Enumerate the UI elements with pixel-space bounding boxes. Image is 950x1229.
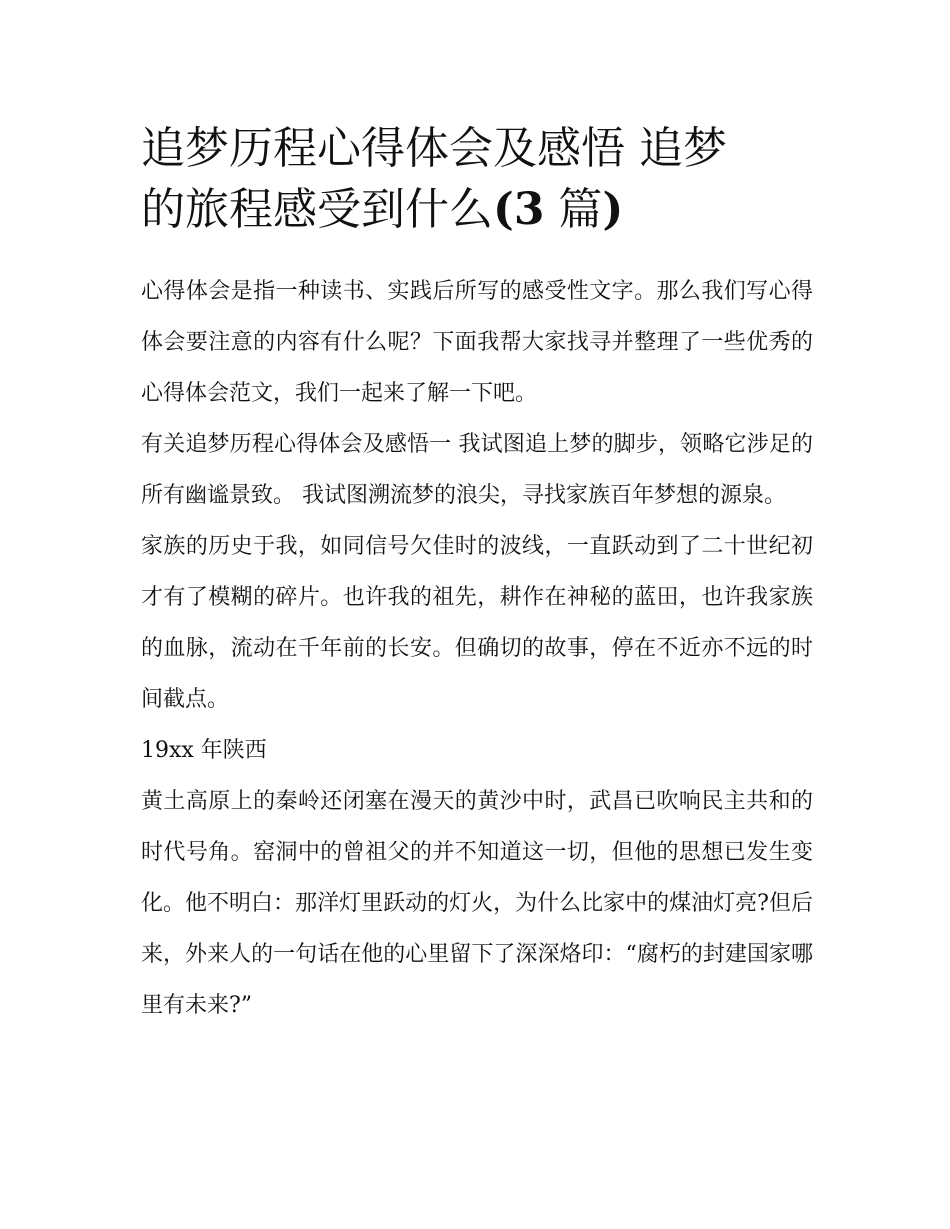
title-line-2-text: 的旅程感受到什么 (141, 184, 493, 235)
document-content (141, 118, 813, 1031)
paragraph-intro: 心得体会是指一种读书、实践后所写的感受性文字。那么我们写心得体会要注意的内容有什么呢？下面我帮大家找寻并整理了一些优秀的心得体会范文，我们一起来了解一下吧。 (141, 279, 813, 406)
title-count-unit: 篇 (544, 184, 603, 235)
title-close-paren: ) (602, 184, 624, 235)
paragraph-family-history: 家族的历史于我，如同信号欠佳时的波线，一直跃动到了二十世纪初才有了模糊的碎片。也许我的祖先，耕作在神秘的蓝田，也许我家族的血脉，流动在千年前的长安。但确切的故事，停在不近亦不远的时间截点。 (141, 534, 813, 712)
paragraph-year-place: 19xx 年陕西 (141, 738, 267, 763)
title-count-number: (3 (493, 184, 545, 235)
document-title (141, 118, 813, 240)
title-line-1: 追梦历程心得体会及感悟 追梦 (141, 123, 727, 174)
paragraph-essay-opening: 有关追梦历程心得体会及感悟一 我试图追上梦的脚步，领略它涉足的所有幽谧景致。 我试图溯流梦的浪尖，寻找家族百年梦想的源泉。 (141, 432, 813, 508)
document-body (141, 266, 813, 1031)
paragraph-great-grandfather: 黄土高原上的秦岭还闭塞在漫天的黄沙中时，武昌已吹响民主共和的时代号角。窑洞中的曾祖父的并不知道这一切，但他的思想已发生变化。他不明白：那洋灯里跃动的灯火，为什么比家中的煤油灯亮?但后来，外来人的一句话在他的心里留下了深深烙印：“腐朽的封建国家哪里有未来?” (141, 789, 813, 1018)
title-line-2 (141, 184, 623, 235)
